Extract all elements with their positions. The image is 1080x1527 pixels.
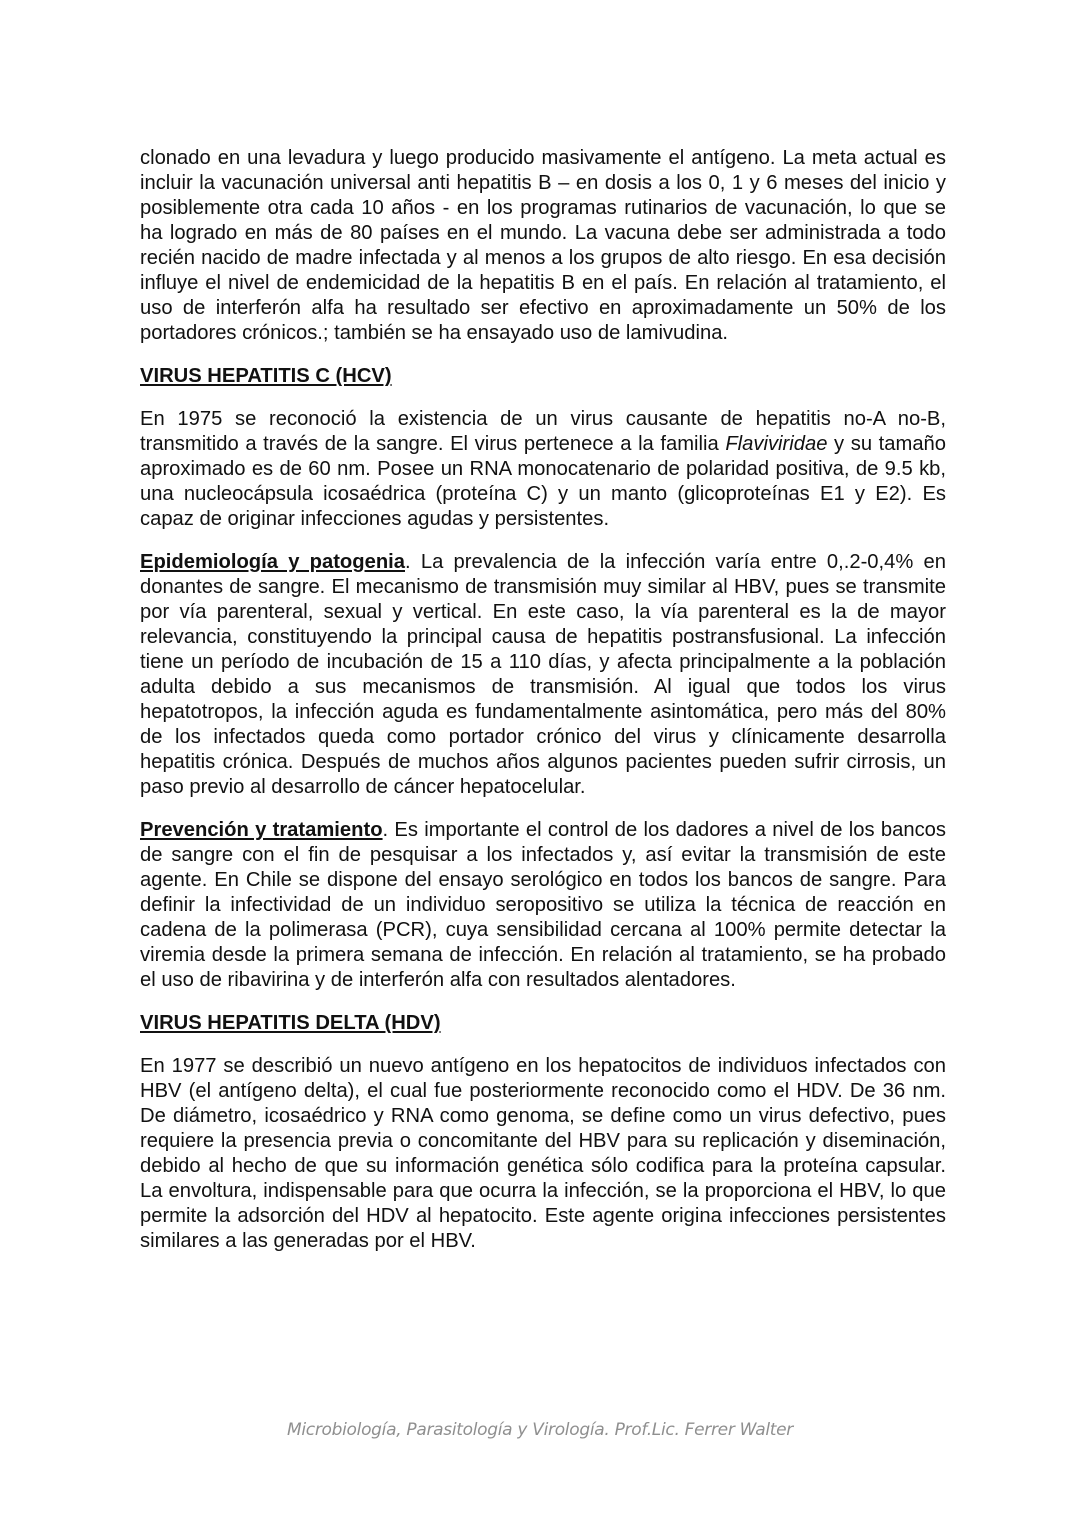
hcv-intro-paragraph — [140, 407, 946, 532]
document-page — [140, 146, 946, 1272]
hcv-section-heading: VIRUS HEPATITIS C (HCV) — [140, 365, 392, 387]
hdv-section-heading: VIRUS HEPATITIS DELTA (HDV) — [140, 1012, 441, 1034]
family-name-italic: Flaviviridae — [725, 433, 828, 455]
hcv-intro-text-start: En 1975 se reconoció la existencia de un virus causante de hepatitis no-A no-B, transmitido a través de la sangre. El virus pertenece a la familia — [140, 408, 946, 455]
page-footer: Microbiología, Parasitología y Virología. Prof.Lic. Ferrer Walter — [287, 1420, 793, 1440]
prevention-paragraph — [140, 818, 946, 993]
epidemiology-subheading: Epidemiología y patogenia — [140, 551, 405, 573]
prevention-subheading: Prevención y tratamiento — [140, 819, 383, 841]
hdv-paragraph: En 1977 se describió un nuevo antígeno en los hepatocitos de individuos infectados con HBV (el antígeno delta), el cual fue posteriormente reconocido como el HDV. De 36 nm. De diámetro, icosaédrico y RNA como genoma, se define como un virus defectivo, pues requiere la presencia previa o concomitante del HBV para su replicación y diseminación, debido al hecho de que su información genética sólo codifica para la proteína capsular. La envoltura, indispensable para que ocurra la infección, se la proporciona el HBV, lo que permite la adsorción del HDV al hepatocito. Este agente origina infecciones persistentes similares a las generadas por el HBV. — [140, 1055, 946, 1252]
epidemiology-paragraph — [140, 550, 946, 800]
intro-paragraph: clonado en una levadura y luego producido masivamente el antígeno. La meta actual es incluir la vacunación universal anti hepatitis B – en dosis a los 0, 1 y 6 meses del inicio y posiblemente otra cada 10 años - en los programas rutinarios de vacunación, lo que se ha logrado en más de 80 países en el mundo. La vacuna debe ser administrada a todo recién nacido de madre infectada y al menos a los grupos de alto riesgo. En esa decisión influye el nivel de endemicidad de la hepatitis B en el país. En relación al tratamiento, el uso de interferón alfa ha resultado ser efectivo en aproximadamente un 50% de los portadores crónicos.; también se ha ensayado uso de lamivudina. — [140, 147, 946, 344]
epidemiology-text: . La prevalencia de la infección varía entre 0,.2-0,4% en donantes de sangre. El mecanismo de transmisión muy similar al HBV, pues se transmite por vía parenteral, sexual y vertical. En este caso, la vía parenteral es la de mayor relevancia, constituyendo la principal causa de hepatitis postransfusional. La infección tiene un período de incubación de 15 a 110 días, y afecta principalmente a la población adulta debido a sus mecanismos de transmisión. Al igual que todos los virus hepatotropos, la infección aguda es fundamentalmente asintomática, pero más del 80% de los infectados queda como portador crónico del virus y clínicamente desarrolla hepatitis crónica. Después de muchos años algunos pacientes pueden sufrir cirrosis, un paso previo al desarrollo de cáncer hepatocelular. — [140, 551, 946, 798]
prevention-text: . Es importante el control de los dadores a nivel de los bancos de sangre con el fin de pesquisar a los infectados y, así evitar la transmisión de este agente. En Chile se dispone del ensayo serológico en todos los bancos de sangre. Para definir la infectividad de un individuo seropositivo se utiliza la técnica de reacción en cadena de la polimerasa (PCR), cuya sensibilidad cercana al 100% permite detectar la viremia desde la primera semana de infección. En relación al tratamiento, se ha probado el uso de ribavirina y de interferón alfa con resultados alentadores. — [140, 819, 946, 991]
hcv-intro-text-end: y su tamaño aproximado es de 60 nm. Posee un RNA monocatenario de polaridad positiva, de 9.5 kb, una nucleocápsula icosaédrica (proteína C) y un manto (glicoproteínas E1 y E2). Es capaz de originar infecciones agudas y persistentes. — [140, 433, 947, 530]
